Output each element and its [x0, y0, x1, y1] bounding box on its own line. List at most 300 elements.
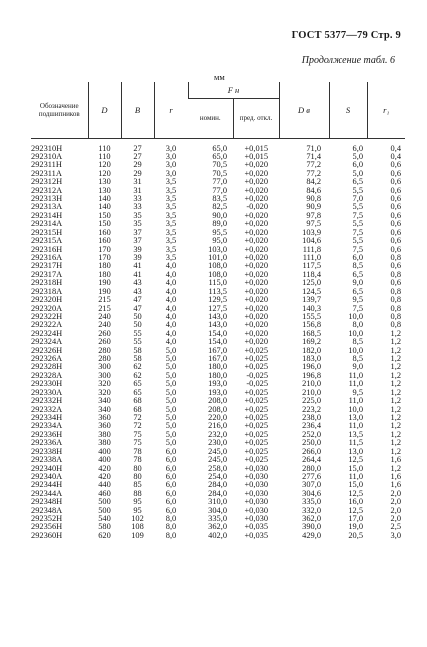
table-cell: 130 — [98, 177, 111, 187]
table-cell: 292328А — [31, 370, 63, 380]
table-cell: 292316А — [31, 252, 63, 262]
table-cell: 43 — [133, 286, 142, 296]
table-cell: 3,0 — [165, 151, 177, 161]
table-cell: 10,0 — [348, 328, 364, 338]
table-cell: 55 — [133, 337, 142, 347]
table-cell: 1,2 — [390, 328, 402, 338]
table-cell: 5,0 — [165, 413, 177, 422]
table-cell: 5,0 — [165, 362, 177, 372]
table-cell: 77,2 — [306, 160, 322, 170]
table-cell: 77,2 — [306, 168, 322, 178]
table-cell: 280,0 — [302, 463, 322, 473]
table-cell: 332,0 — [302, 505, 322, 515]
table-cell: +0,020 — [244, 303, 269, 313]
table-cell: 6,0 — [352, 143, 364, 153]
table-cell: 2,0 — [390, 497, 402, 507]
table-cell: 140 — [98, 202, 111, 212]
table-cell: 292310Н — [31, 143, 63, 153]
table-cell: 6,0 — [165, 446, 177, 456]
table-cell: 35 — [133, 219, 142, 229]
table-cell: 11,0 — [348, 379, 364, 389]
table-cell: 10,0 — [348, 345, 364, 355]
table-cell: 47 — [133, 303, 142, 313]
table-cell: 460 — [98, 488, 111, 498]
table-cell: 33 — [133, 202, 142, 212]
table-cell: 31 — [133, 177, 142, 187]
table-cell: 11,0 — [348, 370, 364, 380]
table-cell: 390,0 — [302, 522, 322, 532]
table-cell: +0,020 — [244, 236, 269, 246]
table-cell: 80 — [133, 471, 142, 481]
units-label: мм — [214, 72, 225, 82]
table-cell: 340 — [98, 404, 111, 414]
table-cell: 0,6 — [390, 194, 402, 204]
table-cell: 292330Н — [31, 379, 63, 389]
table-cell: 2,0 — [390, 514, 402, 524]
table-cell: 125,0 — [302, 278, 322, 288]
table-cell: +0,025 — [244, 413, 269, 422]
table-cell: 292334Н — [31, 413, 63, 422]
table-cell: 340 — [98, 396, 111, 406]
table-cell: 95 — [133, 497, 142, 507]
table-cell: 8,5 — [352, 354, 364, 364]
table-cell: 70,5 — [212, 168, 227, 178]
table-cell: 143,0 — [208, 320, 227, 330]
table-cell: 300 — [98, 370, 111, 380]
table-cell: 4,0 — [165, 286, 177, 296]
table-cell: 245,0 — [208, 446, 227, 456]
table-cell: 208,0 — [208, 404, 227, 414]
col-header-nominal: номин. — [188, 98, 233, 138]
table-cell: 292326Н — [31, 345, 63, 355]
table-cell: 6,0 — [165, 455, 177, 465]
table-cell: 154,0 — [208, 328, 227, 338]
table-cell: 1,6 — [390, 480, 402, 490]
table-cell: 7,5 — [352, 210, 364, 220]
table-cell: 0,8 — [390, 252, 402, 262]
table-cell: 101,0 — [208, 252, 227, 262]
table-cell: 3,5 — [165, 177, 177, 187]
table-cell: +0,020 — [244, 177, 269, 187]
table-cell: 196,0 — [302, 362, 322, 372]
table-cell: 0,6 — [390, 177, 402, 187]
table-cell: 0,6 — [390, 227, 402, 237]
table-cell: +0,020 — [244, 311, 269, 321]
table-cell: 292314А — [31, 219, 63, 229]
table-cell: 180,0 — [208, 370, 227, 380]
table-cell: 5,0 — [165, 396, 177, 406]
table-cell: 129,5 — [208, 295, 227, 305]
table-cell: 335,0 — [208, 514, 227, 524]
table-cell: 80 — [133, 463, 142, 473]
table-cell: 65,0 — [212, 143, 227, 153]
table-cell: 120 — [98, 168, 111, 178]
col-header-Fn: F н — [188, 82, 279, 98]
table-cell: 16,0 — [348, 497, 364, 507]
table-cell: 3,5 — [165, 194, 177, 204]
table-cell: 10,0 — [348, 404, 364, 414]
table-cell: 254,0 — [208, 471, 227, 481]
table-cell: +0,030 — [244, 471, 269, 481]
table-cell: 70,5 — [212, 160, 227, 170]
table-cell: 68 — [133, 404, 142, 414]
table-cell: 429,0 — [302, 530, 322, 540]
col-header-r1: r₁ — [367, 82, 405, 138]
table-cell: 5,0 — [352, 168, 364, 178]
table-cell: 109 — [131, 530, 144, 540]
table-cell: -0,020 — [246, 202, 269, 212]
table-cell: 78 — [133, 446, 142, 456]
table-cell: 77,0 — [212, 177, 227, 187]
table-cell: 43 — [133, 278, 142, 288]
table-cell: 280 — [98, 354, 111, 364]
table-cell: 118,4 — [302, 269, 322, 279]
table-cell: 1,2 — [390, 354, 402, 364]
table-cell: 169,2 — [302, 337, 322, 347]
table-cell: 193,0 — [208, 379, 227, 389]
table-cell: +0,025 — [244, 429, 269, 439]
table-cell: 140,3 — [302, 303, 322, 313]
table-cell: 8,0 — [165, 530, 177, 540]
table-cell: 5,0 — [165, 387, 177, 397]
table-cell: +0,020 — [244, 227, 269, 237]
table-cell: 292324Н — [31, 328, 63, 338]
table-cell: 1,2 — [390, 362, 402, 372]
table-cell: 35 — [133, 210, 142, 220]
table-cell: 0,8 — [390, 303, 402, 313]
table-cell: 168,5 — [302, 328, 322, 338]
table-cell: 12,5 — [348, 488, 364, 498]
table-cell: 0,4 — [390, 151, 402, 161]
table-cell: 190 — [98, 278, 111, 288]
table-cell: 190 — [98, 286, 111, 296]
table-cell: 5,0 — [165, 438, 177, 448]
table-cell: 84,2 — [306, 177, 322, 187]
table-cell: 335,0 — [302, 497, 322, 507]
table-cell: 292318Н — [31, 278, 63, 288]
table-cell: 284,0 — [208, 480, 227, 490]
table-cell: +0,020 — [244, 168, 269, 178]
table-cell: 11,0 — [348, 421, 364, 431]
table-cell: 6,0 — [165, 463, 177, 473]
table-cell: 4,0 — [165, 337, 177, 347]
table-cell: 3,5 — [165, 219, 177, 229]
table-cell: 1,2 — [390, 463, 402, 473]
table-cell: 0,6 — [390, 210, 402, 220]
table-cell: 1,2 — [390, 396, 402, 406]
table-cell: 266,0 — [302, 446, 322, 456]
table-cell: 0,6 — [390, 185, 402, 195]
table-cell: 95,5 — [212, 227, 227, 237]
table-cell: 50 — [133, 311, 142, 321]
table-cell: 103,9 — [302, 227, 322, 237]
table-cell: 13,0 — [348, 446, 364, 456]
table-cell: +0,020 — [244, 261, 269, 271]
table-cell: 216,0 — [208, 421, 227, 431]
table-cell: 280 — [98, 345, 111, 355]
table-cell: 4,0 — [165, 303, 177, 313]
table-cell: 108,0 — [208, 261, 227, 271]
table-cell: 362,0 — [208, 522, 227, 532]
table-cell: 1,2 — [390, 438, 402, 448]
table-cell: +0,025 — [244, 354, 269, 364]
table-cell: 5,0 — [352, 151, 364, 161]
table-cell: +0,025 — [244, 362, 269, 372]
table-cell: 47 — [133, 295, 142, 305]
table-cell: 1,2 — [390, 337, 402, 347]
table-cell: 110 — [98, 143, 111, 153]
table-cell: +0,020 — [244, 210, 269, 220]
table-cell: 196,8 — [302, 370, 322, 380]
table-cell: 1,2 — [390, 404, 402, 414]
table-cell: 7,5 — [352, 227, 364, 237]
table-cell: 0,8 — [390, 295, 402, 305]
table-cell: 72 — [133, 413, 142, 422]
table-cell: 150 — [98, 210, 111, 220]
table-cell: 12,5 — [348, 505, 364, 515]
table-cell: 6,5 — [352, 177, 364, 187]
table-cell: 440 — [98, 480, 111, 490]
table-cell: 292348А — [31, 505, 63, 515]
table-cell: 0,6 — [390, 219, 402, 229]
table-cell: 4,0 — [165, 328, 177, 338]
table-cell: 3,0 — [165, 160, 177, 170]
table-cell: 82,5 — [212, 202, 227, 212]
table-cell: 292356Н — [31, 522, 63, 532]
table-cell: 260 — [98, 337, 111, 347]
table-cell: +0,020 — [244, 219, 269, 229]
table-cell: 292340А — [31, 471, 63, 481]
table-cell: 12,5 — [348, 455, 364, 465]
table-cell: 6,0 — [165, 471, 177, 481]
col-header-S: S — [329, 82, 367, 138]
table-cell: 292317Н — [31, 261, 63, 271]
table-cell: 77,0 — [212, 185, 227, 195]
table-cell: 120 — [98, 160, 111, 170]
table-cell: -0,025 — [246, 379, 269, 389]
table-cell: 111,0 — [302, 252, 322, 262]
table-cell: 97,5 — [306, 219, 322, 229]
table-cell: 3,0 — [165, 143, 177, 153]
table-cell: 0,8 — [390, 320, 402, 330]
table-cell: +0,030 — [244, 497, 269, 507]
table-cell: 1,6 — [390, 471, 402, 481]
table-cell: 193,0 — [208, 387, 227, 397]
table-cell: 84,6 — [306, 185, 322, 195]
table-cell: 4,0 — [165, 261, 177, 271]
table-cell: 258,0 — [208, 463, 227, 473]
table-cell: 8,5 — [352, 337, 364, 347]
table-cell: 89,0 — [212, 219, 227, 229]
table-cell: 95 — [133, 505, 142, 515]
table-cell: 78 — [133, 455, 142, 465]
table-cell: 320 — [98, 379, 111, 389]
table-cell: 62 — [133, 370, 142, 380]
table-cell: 0,8 — [390, 286, 402, 296]
table-cell: 150 — [98, 219, 111, 229]
table-cell: 103,0 — [208, 244, 227, 254]
table-cell: 108 — [131, 522, 144, 532]
table-cell: +0,020 — [244, 244, 269, 254]
table-cell: 9,0 — [352, 362, 364, 372]
table-cell: 155,5 — [302, 311, 322, 321]
table-cell: 500 — [98, 505, 111, 515]
table-cell: 68 — [133, 396, 142, 406]
table-cell: 540 — [98, 514, 111, 524]
table-cell: 292344А — [31, 488, 63, 498]
col-header-B: B — [121, 82, 154, 138]
table-cell: 130 — [98, 185, 111, 195]
table-cell: 11,5 — [348, 438, 364, 448]
table-cell: 1,6 — [390, 455, 402, 465]
table-cell: +0,020 — [244, 269, 269, 279]
table-cell: 400 — [98, 455, 111, 465]
table-cell: 9,0 — [352, 278, 364, 288]
table-cell: +0,035 — [244, 522, 269, 532]
table-cell: +0,020 — [244, 337, 269, 347]
col-header-r: r — [154, 82, 188, 138]
table-cell: 3,5 — [165, 202, 177, 212]
table-cell: 420 — [98, 471, 111, 481]
table-cell: 292317А — [31, 269, 63, 279]
table-cell: -0,025 — [246, 370, 269, 380]
table-cell: 62 — [133, 362, 142, 372]
table-cell: 180 — [98, 269, 111, 279]
table-cell: 1,2 — [390, 413, 402, 422]
table-cell: 113,5 — [208, 286, 227, 296]
table-row — [31, 138, 405, 153]
table-cell: 160 — [98, 236, 111, 246]
table-cell: 3,5 — [165, 244, 177, 254]
table-cell: 97,8 — [306, 210, 322, 220]
table-cell: 8,0 — [165, 514, 177, 524]
table-cell: 5,0 — [165, 421, 177, 431]
table-cell: +0,020 — [244, 328, 269, 338]
table-cell: 284,0 — [208, 488, 227, 498]
table-cell: 6,0 — [352, 252, 364, 262]
table-cell: 215 — [98, 295, 111, 305]
table-cell: 2,0 — [390, 505, 402, 515]
table-cell: 83,5 — [212, 194, 227, 204]
table-cell: 11,0 — [348, 471, 364, 481]
table-cell: 292336А — [31, 438, 63, 448]
table-cell: 33 — [133, 194, 142, 204]
table-cell: +0,025 — [244, 421, 269, 431]
table-cell: 292348Н — [31, 497, 63, 507]
table-cell: 0,6 — [390, 261, 402, 271]
table-cell: 292311А — [31, 168, 62, 178]
table-cell: 292316Н — [31, 244, 63, 254]
table-cell: 292313А — [31, 202, 63, 212]
table-cell: 292324А — [31, 337, 63, 347]
table-cell: +0,035 — [244, 530, 269, 540]
table-cell: 236,4 — [302, 421, 322, 431]
table-cell: 29 — [133, 160, 142, 170]
table-cell: 0,6 — [390, 202, 402, 212]
table-cell: 210,0 — [302, 379, 322, 389]
table-cell: 250,0 — [302, 438, 322, 448]
table-cell: +0,025 — [244, 446, 269, 456]
table-cell: 292312А — [31, 185, 63, 195]
table-cell: 292314Н — [31, 210, 63, 220]
table-cell: 4,0 — [165, 311, 177, 321]
table-cell: 0,4 — [390, 143, 402, 153]
table-cell: 264,4 — [302, 455, 322, 465]
table-cell: 90,0 — [212, 210, 227, 220]
table-row — [31, 532, 405, 540]
table-cell: 27 — [133, 143, 142, 153]
table-cell: 2,0 — [390, 488, 402, 498]
table-cell: 180 — [98, 261, 111, 271]
table-cell: 304,0 — [208, 505, 227, 515]
table-cell: 8,0 — [352, 320, 364, 330]
col-header-D: D — [88, 82, 121, 138]
table-cell: 50 — [133, 320, 142, 330]
table-cell: 320 — [98, 387, 111, 397]
table-cell: 6,5 — [352, 286, 364, 296]
table-cell: 1,2 — [390, 387, 402, 397]
table-cell: 4,0 — [165, 320, 177, 330]
table-cell: 292344Н — [31, 480, 63, 490]
table-cell: 108,0 — [208, 269, 227, 279]
table-cell: 160 — [98, 227, 111, 237]
table-cell: 0,6 — [390, 236, 402, 246]
table-cell: 5,5 — [352, 202, 364, 212]
table-cell: 307,0 — [302, 480, 322, 490]
table-cell: 58 — [133, 345, 142, 355]
table-cell: 580 — [98, 522, 111, 532]
table-cell: 310,0 — [208, 497, 227, 507]
table-cell: +0,015 — [244, 143, 269, 153]
table-cell: 292332Н — [31, 396, 63, 406]
table-cell: 252,0 — [302, 429, 322, 439]
table-cell: 3,5 — [165, 185, 177, 195]
table-cell: 31 — [133, 185, 142, 195]
table-cell: 0,8 — [390, 269, 402, 279]
table-cell: 292330А — [31, 387, 63, 397]
table-cell: 72 — [133, 421, 142, 431]
table-cell: 9,5 — [352, 295, 364, 305]
table-cell: 65 — [133, 387, 142, 397]
table-cell: 225,0 — [302, 396, 322, 406]
table-cell: 9,5 — [352, 387, 364, 397]
table-cell: +0,020 — [244, 194, 269, 204]
table-cell: 39 — [133, 244, 142, 254]
table-cell: 292336Н — [31, 429, 63, 439]
table-cell: 292320Н — [31, 295, 63, 305]
table-cell: 292312Н — [31, 177, 63, 187]
table-cell: 127,5 — [208, 303, 227, 313]
table-cell: 238,0 — [302, 413, 322, 422]
table-cell: 5,0 — [165, 370, 177, 380]
table-cell: +0,030 — [244, 514, 269, 524]
table-cell: +0,025 — [244, 404, 269, 414]
table-cell: 8,5 — [352, 261, 364, 271]
table-cell: 39 — [133, 252, 142, 262]
table-cell: 292318А — [31, 286, 63, 296]
table-cell: 292352Н — [31, 514, 63, 524]
table-cell: 139,7 — [302, 295, 322, 305]
table-cell: 380 — [98, 429, 111, 439]
table-cell: 124,5 — [302, 286, 322, 296]
table-cell: 3,0 — [165, 168, 177, 178]
table-cell: 140 — [98, 194, 111, 204]
table-cell: 170 — [98, 244, 111, 254]
table-cell: 167,0 — [208, 345, 227, 355]
table-cell: 37 — [133, 227, 142, 237]
table-cell: 292313Н — [31, 194, 63, 204]
table-cell: +0,030 — [244, 480, 269, 490]
